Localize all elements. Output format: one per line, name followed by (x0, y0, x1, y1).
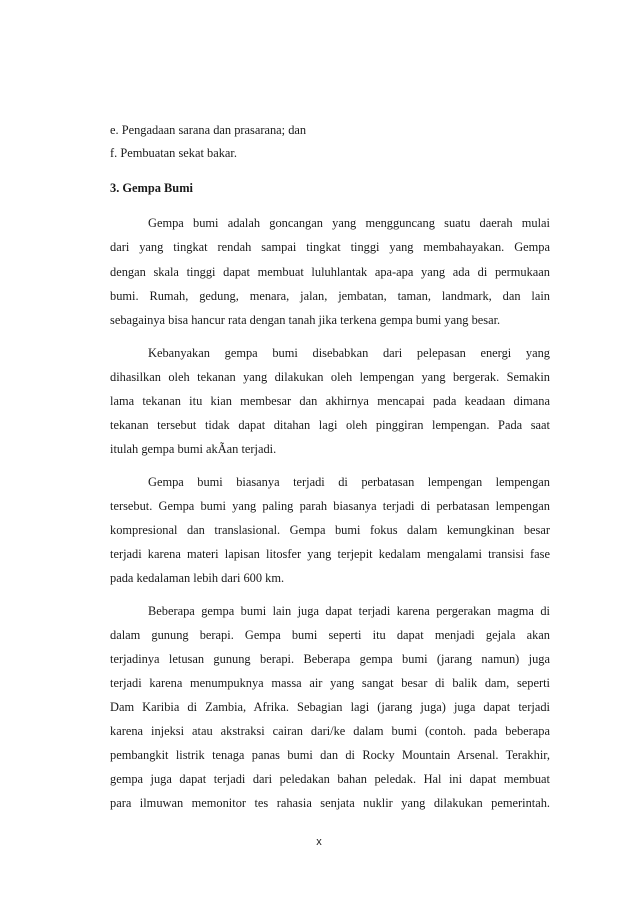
paragraph-4-line-5: Dam Karibia di Zambia, Afrika. Sebagian lagi (jarang juga) juga dapat terjadi (110, 700, 550, 714)
paragraph-2-line-1: Kebanyakan gempa bumi disebabkan dari pelepasan energi yang (148, 346, 550, 360)
paragraph-2-line-2: dihasilkan oleh tekanan yang dilakukan oleh lempengan yang bergerak. Semakin (110, 370, 550, 384)
paragraph-4-line-7: pembangkit listrik tenaga panas bumi dan di Rocky Mountain Arsenal. Terakhir, (110, 748, 550, 762)
paragraph-1-line-2: dari yang tingkat rendah sampai tingkat tinggi yang membahayakan. Gempa (110, 240, 550, 254)
list-item-e: e. Pengadaan sarana dan prasarana; dan (110, 123, 307, 137)
paragraph-3-line-5: pada kedalaman lebih dari 600 km. (110, 571, 285, 585)
paragraph-4-line-2: dalam gunung berapi. Gempa bumi seperti itu dapat menjadi gejala akan (110, 628, 550, 642)
paragraph-3-line-3: kompresional dan translasional. Gempa bumi fokus dalam kemungkinan besar (110, 523, 550, 537)
paragraph-4-line-9: para ilmuwan memonitor tes rahasia senjata nuklir yang dilakukan pemerintah. (110, 796, 550, 810)
paragraph-2-line-5: itulah gempa bumi akÃan terjadi. (110, 442, 277, 456)
paragraph-1-line-5: sebagainya bisa hancur rata dengan tanah jika terkena gempa bumi yang besar. (110, 313, 501, 327)
paragraph-2-line-4: tekanan tersebut tidak dapat ditahan lagi oleh pinggiran lempengan. Pada saat (110, 418, 550, 432)
paragraph-1-line-3: dengan skala tinggi dapat membuat luluhlantak apa-apa yang ada di permukaan (110, 265, 550, 279)
paragraph-4-line-3: terjadinya letusan gunung berapi. Beberapa gempa bumi (jarang namun) juga (110, 652, 550, 666)
list-item-f: f. Pembuatan sekat bakar. (110, 146, 237, 160)
paragraph-4-line-4: terjadi karena menumpuknya massa air yang sangat besar di balik dam, seperti (110, 676, 550, 690)
paragraph-4-line-6: karena injeksi atau akstraksi cairan dari/ke dalam bumi (contoh. pada beberapa (110, 724, 550, 738)
paragraph-3-line-4: terjadi karena materi lapisan litosfer yang terjepit kedalam mengalami transisi fase (110, 547, 550, 561)
paragraph-4-line-8: gempa juga dapat terjadi dari peledakan bahan peledak. Hal ini dapat membuat (110, 772, 550, 786)
paragraph-1-line-4: bumi. Rumah, gedung, menara, jalan, jembatan, taman, landmark, dan lain (110, 289, 550, 303)
paragraph-2-line-3: lama tekanan itu kian membesar dan akhirnya mencapai pada keadaan dimana (110, 394, 550, 408)
paragraph-4-line-1: Beberapa gempa bumi lain juga dapat terjadi karena pergerakan magma di (148, 604, 550, 618)
paragraph-3-line-1: Gempa bumi biasanya terjadi di perbatasan lempengan lempengan (148, 475, 550, 489)
paragraph-3-line-2: tersebut. Gempa bumi yang paling parah biasanya terjadi di perbatasan lempengan (110, 499, 550, 513)
section-heading: 3. Gempa Bumi (110, 181, 193, 195)
paragraph-1-line-1: Gempa bumi adalah goncangan yang mengguncang suatu daerah mulai (148, 216, 550, 230)
page-number: x (316, 836, 322, 848)
